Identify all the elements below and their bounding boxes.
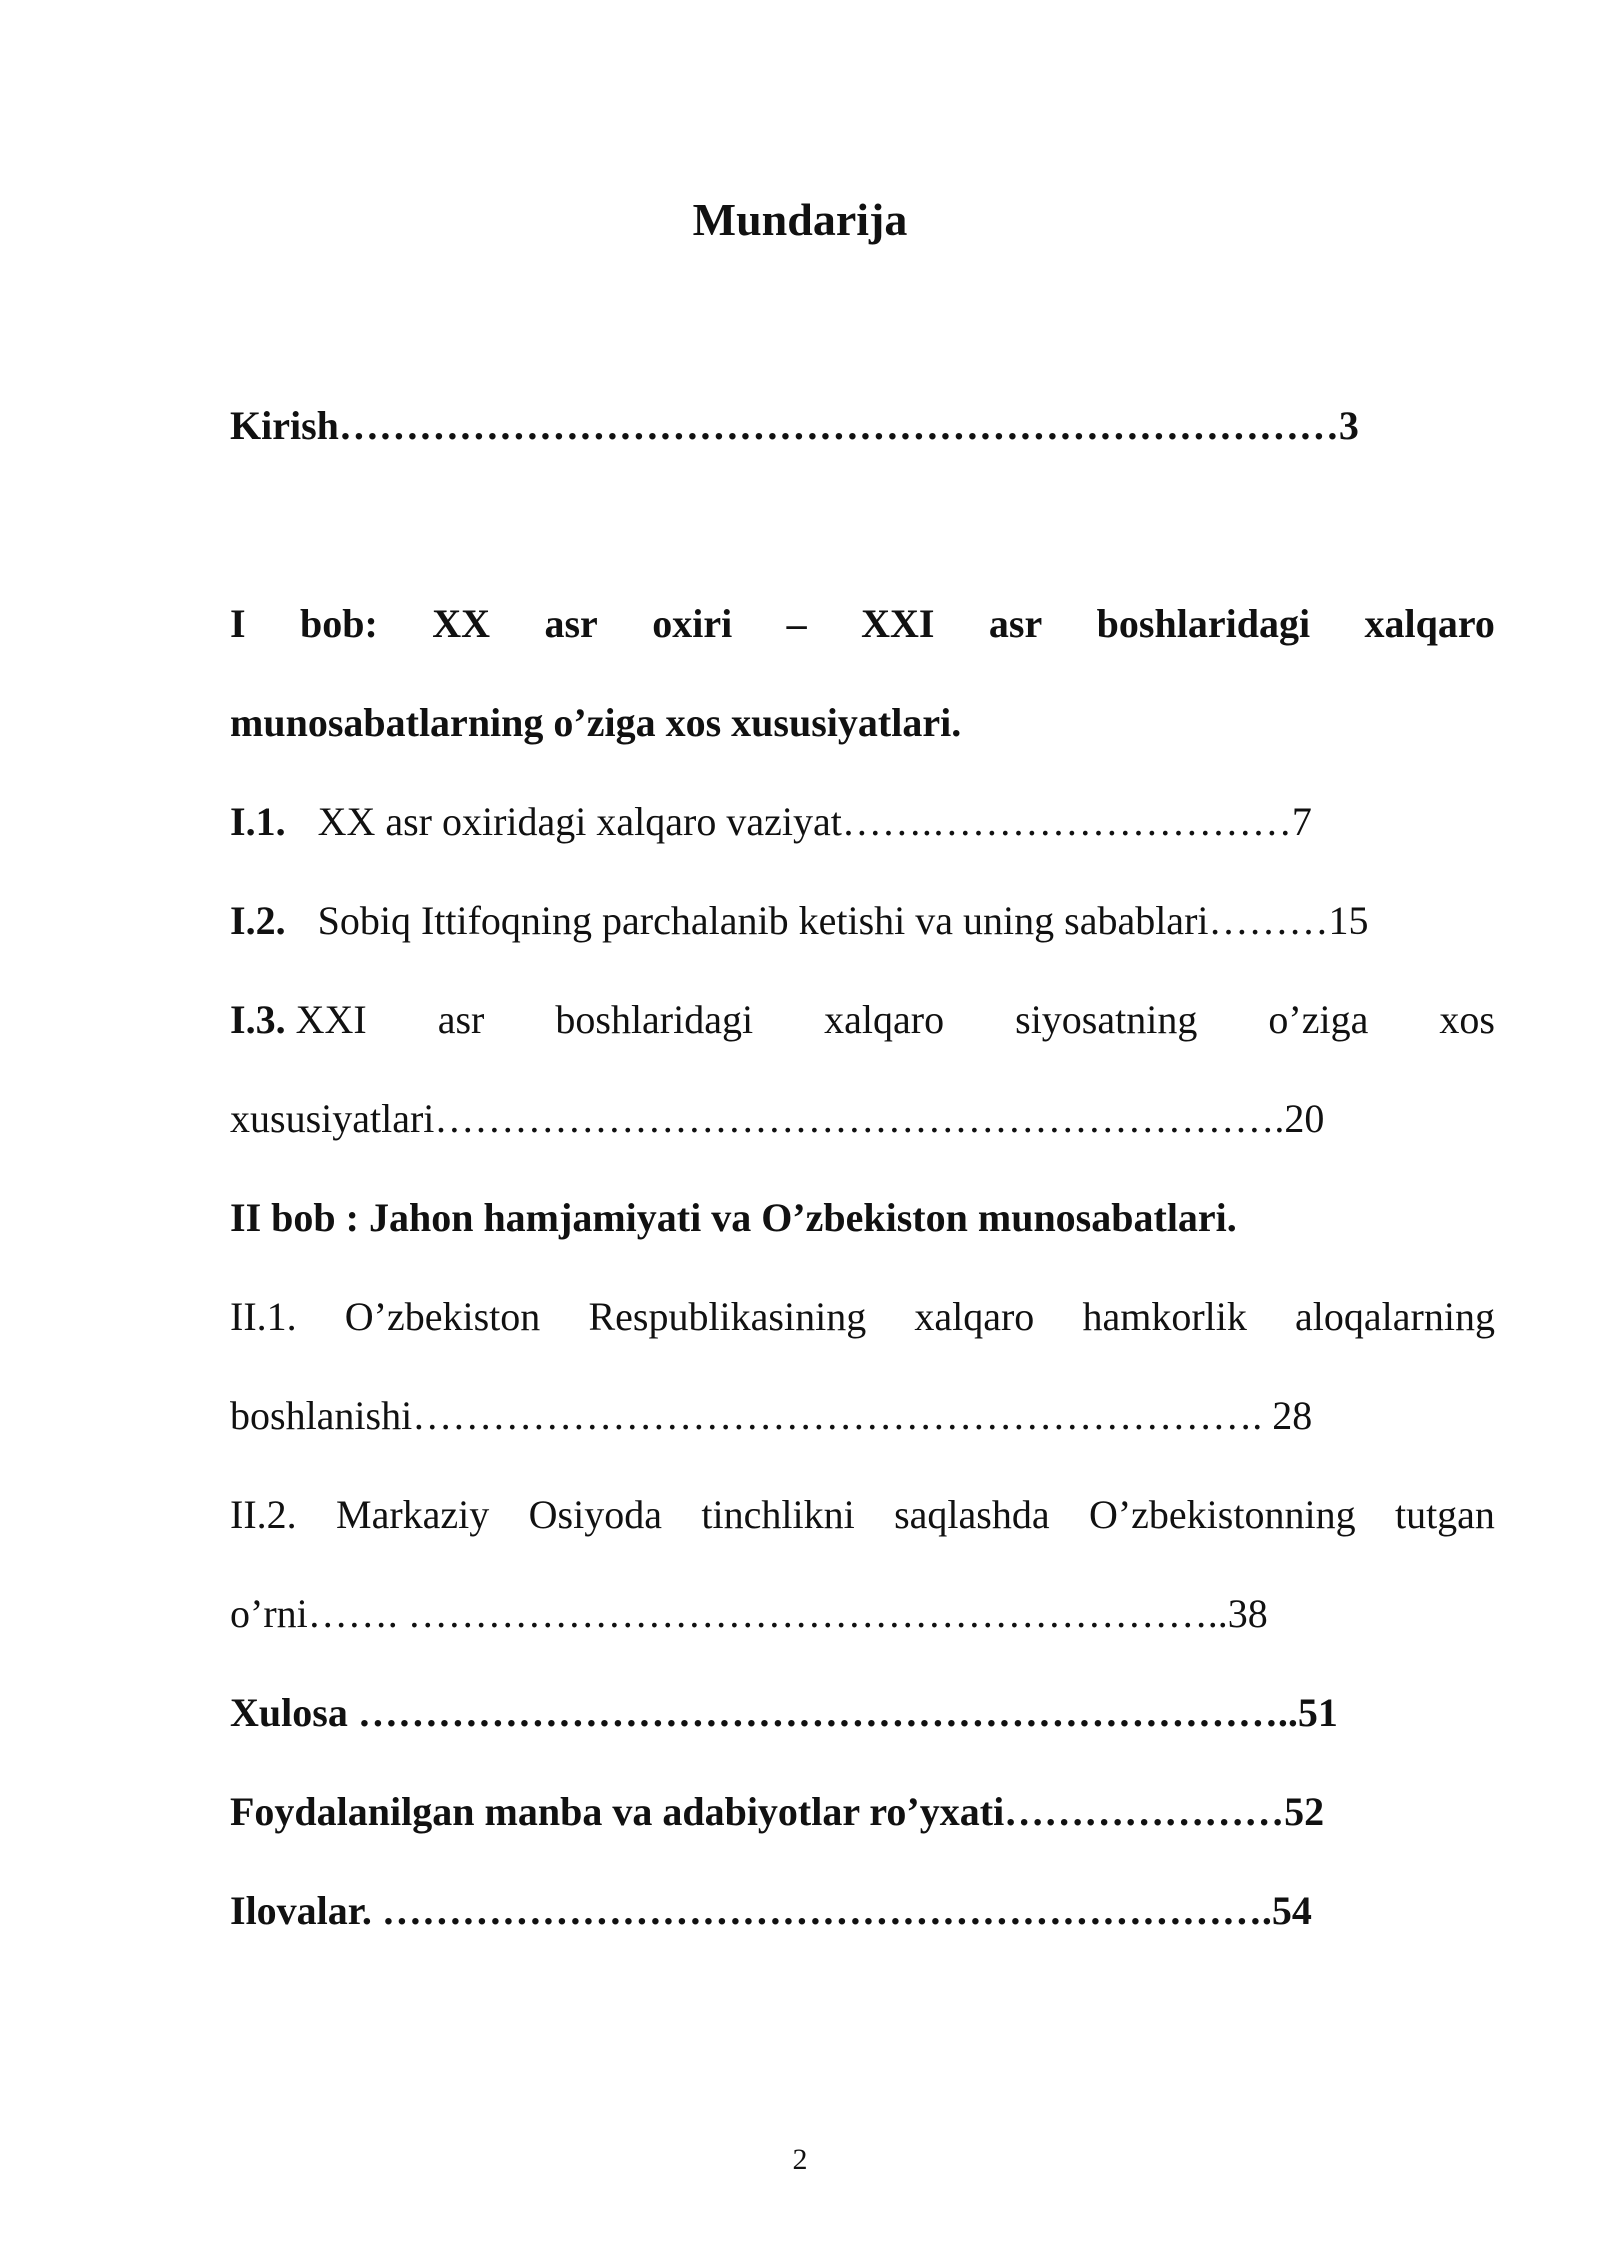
toc-word: O’zbekistonning bbox=[1088, 1492, 1356, 1537]
toc-word: asr bbox=[988, 601, 1043, 646]
toc-word: Respublikasining bbox=[588, 1294, 867, 1339]
toc-word: tutgan bbox=[1394, 1492, 1495, 1537]
toc-word: xalqaro bbox=[1364, 601, 1495, 646]
toc-entry-xulosa: Xulosa ……………………………………………………………..51 bbox=[230, 1690, 1338, 1735]
section-title: Sobiq Ittifoqning parchalanib ketishi va uning sabablari………15 bbox=[317, 898, 1369, 943]
section-number: I.3. bbox=[230, 997, 286, 1042]
toc-word: II.2. bbox=[230, 1492, 297, 1537]
toc-section-1-3-line-1 bbox=[230, 992, 1495, 1048]
toc-word: asr bbox=[437, 997, 485, 1042]
toc-section-2-2-line-1 bbox=[230, 1487, 1495, 1543]
toc-entry-kirish: Kirish…………………………………………………………………3 bbox=[230, 403, 1359, 448]
toc-chapter-1-line-1 bbox=[230, 596, 1495, 652]
toc-word: I bbox=[230, 601, 246, 646]
toc-word: siyosatning bbox=[1015, 997, 1198, 1042]
toc-entry-ilovalar: Ilovalar. ………………………………………………………….54 bbox=[230, 1888, 1312, 1933]
toc-chapter-1-line-2: munosabatlarning o’ziga xos xususiyatlari. bbox=[230, 700, 962, 745]
toc-word: o’ziga bbox=[1268, 997, 1369, 1042]
toc-word: Osiyoda bbox=[528, 1492, 662, 1537]
toc-section-2-2-line-2: o’rni……. ……………………………………………………..38 bbox=[230, 1591, 1268, 1636]
toc-word: xalqaro bbox=[824, 997, 945, 1042]
toc-word: hamkorlik bbox=[1082, 1294, 1247, 1339]
toc-word: boshlaridagi bbox=[555, 997, 754, 1042]
page-title: Mundarija bbox=[692, 194, 908, 245]
toc-section-1-3-line-2: xususiyatlari……………………………………………………….20 bbox=[230, 1096, 1325, 1141]
toc-word: aloqalarning bbox=[1295, 1294, 1495, 1339]
toc-word: II.1. bbox=[230, 1294, 297, 1339]
toc-word: bob: bbox=[300, 601, 378, 646]
toc-section-2-1-line-2: boshlanishi………………………………………………………. 28 bbox=[230, 1393, 1313, 1438]
toc-word: boshlaridagi bbox=[1096, 601, 1311, 646]
toc-section-1-2 bbox=[230, 893, 1495, 949]
section-number: I.1. bbox=[230, 799, 286, 844]
section-number: I.2. bbox=[230, 898, 286, 943]
toc-chapter-2: II bob : Jahon hamjamiyati va O’zbekiston munosabatlari. bbox=[230, 1195, 1237, 1240]
toc-word: XX bbox=[432, 601, 491, 646]
toc-section-1-1 bbox=[230, 794, 1495, 850]
toc-word: O’zbekiston bbox=[344, 1294, 541, 1339]
toc-entry-foydalanilgan: Foydalanilgan manba va adabiyotlar ro’yxati…………………52 bbox=[230, 1789, 1325, 1834]
toc-word: tinchlikni bbox=[701, 1492, 855, 1537]
toc-word: saqlashda bbox=[894, 1492, 1050, 1537]
section-title: XX asr oxiridagi xalqaro vaziyat…….………………………7 bbox=[317, 799, 1312, 844]
toc-word: xalqaro bbox=[914, 1294, 1035, 1339]
toc-word: xos bbox=[1439, 997, 1495, 1042]
toc-word: – bbox=[786, 601, 807, 646]
toc-word: asr bbox=[544, 601, 598, 646]
toc-word: XXI bbox=[295, 997, 367, 1042]
toc-section-2-1-line-1 bbox=[230, 1289, 1495, 1345]
toc-word: XXI bbox=[861, 601, 935, 646]
toc-word: Markaziy bbox=[336, 1492, 490, 1537]
toc-word: oxiri bbox=[652, 601, 733, 646]
page-number: 2 bbox=[792, 2143, 808, 2176]
